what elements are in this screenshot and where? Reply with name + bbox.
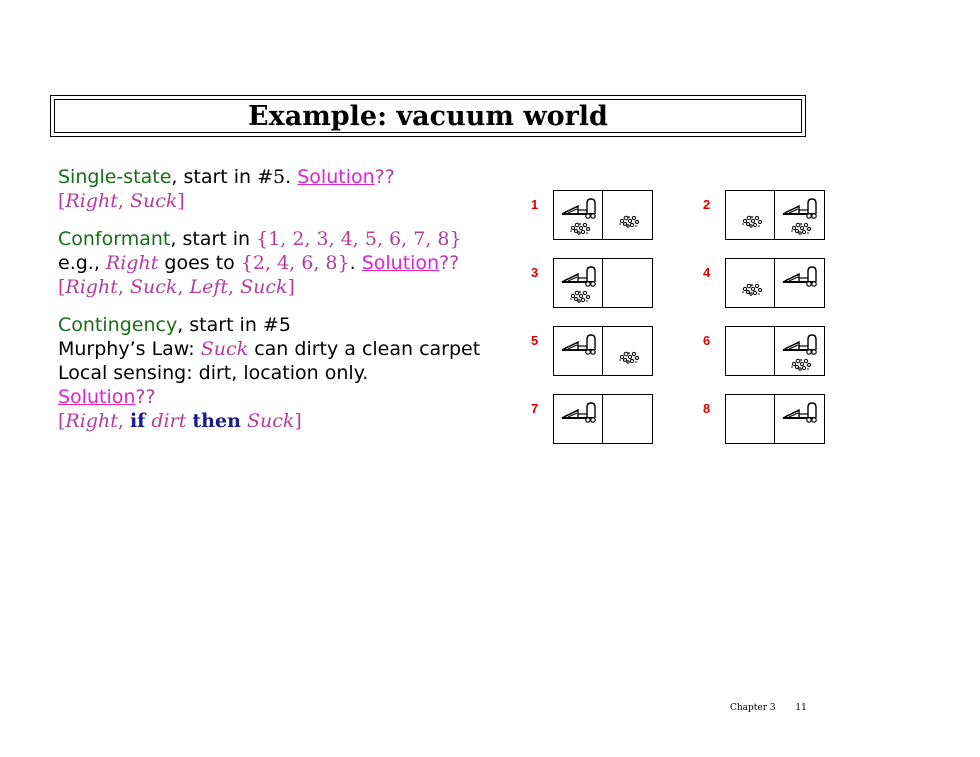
footer-chapter: Chapter 3 <box>730 703 776 713</box>
state-4-left-square <box>725 258 775 308</box>
dirt-icon <box>741 281 763 295</box>
state-2-right-square <box>775 190 825 240</box>
state-5-left-square <box>553 326 603 376</box>
state-number: 8 <box>703 401 711 416</box>
dirt-icon <box>790 220 812 234</box>
state-number: 3 <box>531 265 539 280</box>
footer-page-number: 11 <box>795 703 807 713</box>
action-right: Right <box>65 276 118 298</box>
vacuum-icon <box>781 265 819 287</box>
action-left: Left <box>189 276 228 298</box>
action-right: Right <box>65 410 118 432</box>
action-suck: Suck <box>129 276 178 298</box>
contingency-label: Contingency <box>58 314 178 336</box>
single-state-block <box>58 165 528 213</box>
action-suck: Suck <box>129 190 178 212</box>
single-state-dot: . <box>285 166 298 188</box>
contingency-solution-link[interactable]: Solution <box>58 386 136 408</box>
state-diagram <box>520 185 840 455</box>
murphy-post: can dirty a clean carpet <box>248 338 481 360</box>
state-number: 1 <box>531 197 539 212</box>
bracket-close: ] <box>287 276 295 298</box>
dirt-icon <box>569 288 591 302</box>
murphy-suck: Suck <box>200 338 249 360</box>
single-state-qq: ?? <box>374 166 395 188</box>
murphy-pre: Murphy’s Law: <box>58 338 201 360</box>
state-8-left-square <box>725 394 775 444</box>
single-state-label: Single-state <box>58 166 172 188</box>
conformant-qq: ?? <box>439 252 460 274</box>
percept-dirt: dirt <box>151 410 187 432</box>
vacuum-icon <box>560 265 598 287</box>
single-state-start: #5 <box>257 166 286 188</box>
comma: , <box>117 276 130 298</box>
state-6-right-square <box>775 326 825 376</box>
local-sensing-line: Local sensing: dirt, location only. <box>58 362 369 384</box>
single-state-line <box>58 165 528 189</box>
contingency-line <box>58 313 528 337</box>
slide-content <box>58 165 528 447</box>
comma: , <box>177 276 190 298</box>
comma: , <box>227 276 241 298</box>
conformant-example-line <box>58 251 528 275</box>
dirt-icon <box>618 349 640 363</box>
bracket-close: ] <box>177 190 185 212</box>
comma: , <box>117 410 130 432</box>
vacuum-icon <box>560 333 598 355</box>
state-3-right-square <box>603 258 653 308</box>
dirt-icon <box>618 213 640 227</box>
conformant-answer <box>58 275 528 299</box>
state-8-right-square <box>775 394 825 444</box>
vacuum-icon <box>560 401 598 423</box>
state-number: 4 <box>703 265 711 280</box>
state-4-right-square <box>775 258 825 308</box>
state-7-left-square <box>553 394 603 444</box>
state-6-left-square <box>725 326 775 376</box>
state-1-left-square <box>553 190 603 240</box>
vacuum-icon <box>560 197 598 219</box>
state-2-left-square <box>725 190 775 240</box>
contingency-qq: ?? <box>135 386 156 408</box>
conformant-right: Right <box>105 252 159 274</box>
conformant-solution-link[interactable]: Solution <box>361 252 440 274</box>
conformant-text: , start in <box>170 228 257 250</box>
dirt-icon <box>569 220 591 234</box>
contingency-start: #5 <box>262 314 291 336</box>
state-7-right-square <box>603 394 653 444</box>
state-5-right-square <box>603 326 653 376</box>
dirt-icon <box>790 356 812 370</box>
conformant-set-all: {1, 2, 3, 4, 5, 6, 7, 8} <box>256 228 462 250</box>
single-state-text: , start in <box>171 166 258 188</box>
contingency-solution-line <box>58 385 528 409</box>
title-box <box>50 95 806 137</box>
state-1-right-square <box>603 190 653 240</box>
state-number: 2 <box>703 197 711 212</box>
contingency-block <box>58 313 528 433</box>
title-inner-frame <box>54 99 802 133</box>
action-suck: Suck <box>246 410 295 432</box>
state-number: 5 <box>531 333 539 348</box>
state-number: 7 <box>531 401 539 416</box>
vacuum-icon <box>781 197 819 219</box>
single-state-answer <box>58 189 528 213</box>
dirt-icon <box>741 213 763 227</box>
conformant-set-right: {2, 4, 6, 8} <box>240 252 350 274</box>
vacuum-icon <box>781 333 819 355</box>
state-number: 6 <box>703 333 711 348</box>
bracket-close: ] <box>294 410 302 432</box>
comma: , <box>117 190 130 212</box>
conformant-label: Conformant <box>58 228 171 250</box>
contingency-answer <box>58 409 528 433</box>
conformant-line <box>58 227 528 251</box>
slide-title: Example: vacuum world <box>248 100 608 132</box>
bracket-open: [ <box>58 190 66 212</box>
bracket-open: [ <box>58 410 66 432</box>
conformant-block <box>58 227 528 299</box>
vacuum-icon <box>781 401 819 423</box>
contingency-text: , start in <box>177 314 263 336</box>
single-state-solution-link[interactable]: Solution <box>297 166 375 188</box>
keyword-then: then <box>192 410 241 432</box>
state-3-left-square <box>553 258 603 308</box>
murphy-line <box>58 337 528 361</box>
bracket-open: [ <box>58 276 66 298</box>
keyword-if: if <box>129 410 146 432</box>
slide-footer <box>730 703 807 713</box>
action-suck: Suck <box>240 276 288 298</box>
conformant-eg: e.g., <box>58 252 106 274</box>
action-right: Right <box>65 190 118 212</box>
conformant-goes: goes to <box>158 252 241 274</box>
conformant-dot: . <box>349 252 362 274</box>
